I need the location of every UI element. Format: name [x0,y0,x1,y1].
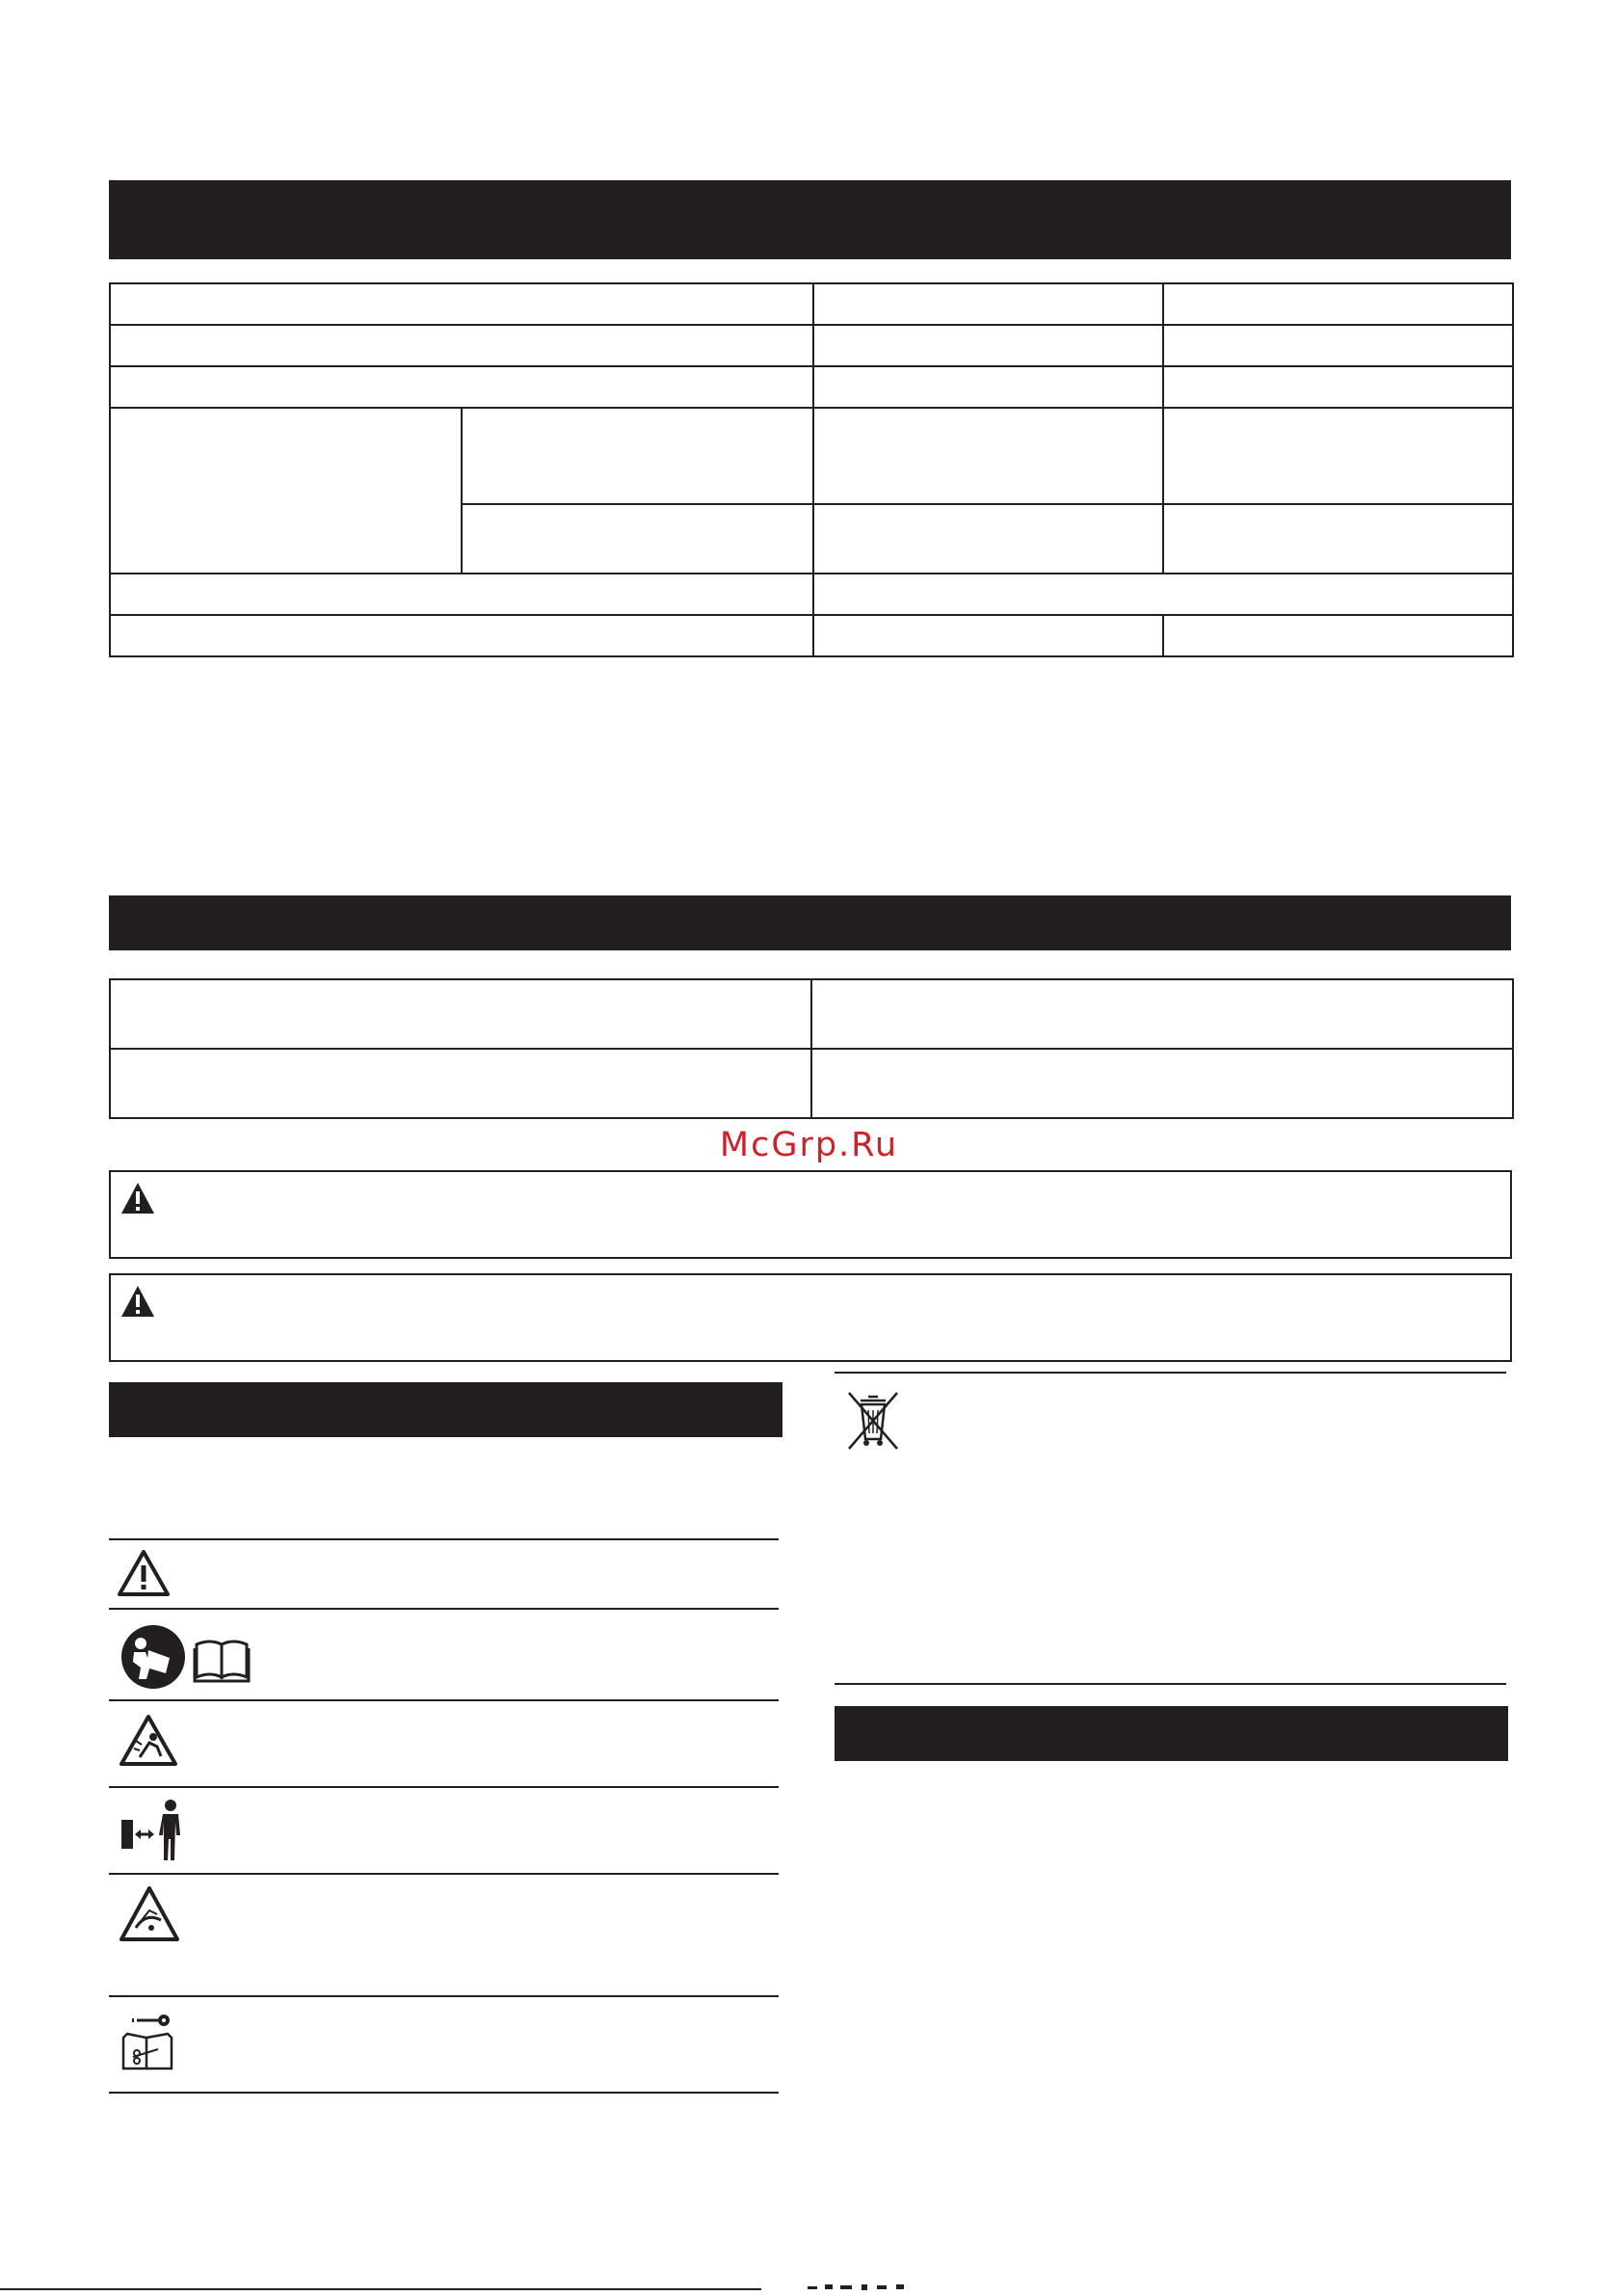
section-heading-bar-right [835,1706,1508,1761]
divider [109,1995,779,1997]
table-row [110,408,1513,504]
section-heading-bar-top [109,180,1511,259]
table-row [110,325,1513,366]
crossed-out-wheelie-bin-icon [845,1391,901,1451]
thrown-objects-warning-icon [119,1714,178,1768]
table-row [110,979,1513,1049]
keep-distance-icon [119,1799,187,1862]
table-row [110,366,1513,408]
watermark: McGrp.Ru [719,1126,899,1164]
sharp-blade-warning-icon [119,1885,180,1943]
specifications-table [109,282,1514,657]
warning-box-1 [109,1170,1512,1259]
warning-triangle-icon [120,1285,155,1318]
divider [109,1699,779,1701]
remove-key-before-maintenance-icon [118,2013,177,2072]
warning-box-2 [109,1273,1512,1362]
table-row [110,615,1513,656]
divider [109,1873,779,1875]
divider [109,1538,779,1540]
divider [835,1372,1506,1374]
footer-rule [0,2288,761,2290]
table-row [110,574,1513,615]
table-row [110,283,1513,325]
divider [109,1786,779,1788]
second-table [109,978,1514,1119]
read-manual-icon [119,1623,254,1691]
divider [109,2092,779,2094]
section-heading-bar-symbols [109,1382,782,1437]
divider [835,1683,1506,1685]
section-heading-bar-middle [109,895,1511,950]
table-row [110,1049,1513,1118]
divider [109,1608,779,1610]
warning-triangle-icon [120,1182,155,1215]
footer-text-fragment [808,2283,923,2292]
warning-triangle-icon [117,1549,171,1597]
